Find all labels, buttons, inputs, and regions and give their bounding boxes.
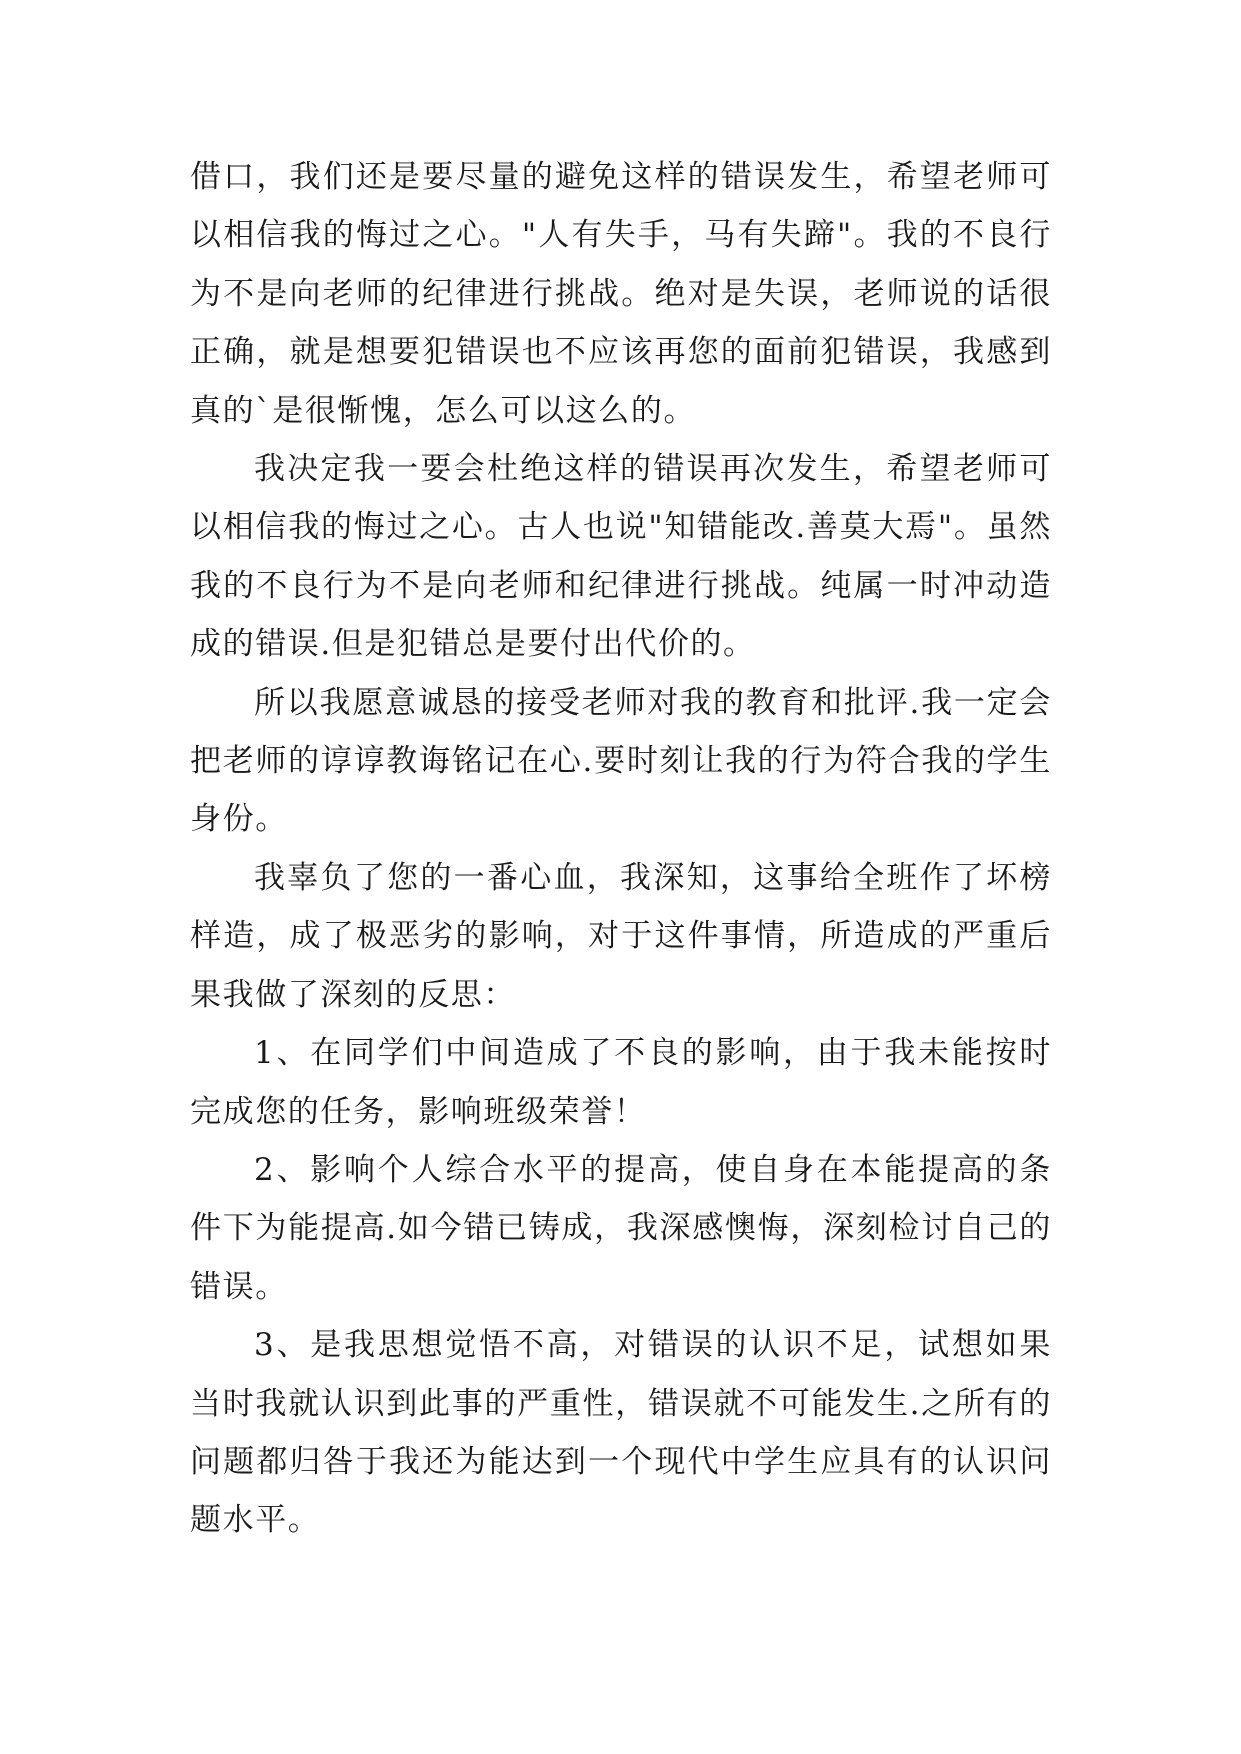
paragraph-1: 借口，我们还是要尽量的避免这样的错误发生，希望老师可以相信我的悔过之心。"人有失手，马有失蹄"。我的不良行为不是向老师的纪律进行挑战。绝对是失误，老师说的话很正确，就是想要犯错误也不应该再您的面前犯错误，我感到真的`是很惭愧，怎么可以这么的。 xyxy=(190,159,1052,429)
list-item-3: 3、是我思想觉悟不高，对错误的认识不足，试想如果当时我就认识到此事的严重性，错误就不可能发生.之所有的问题都归咎于我还为能达到一个现代中学生应具有的认识问题水平。 xyxy=(190,1327,1052,1539)
paragraph-3: 所以我愿意诚恳的接受老师对我的教育和批评.我一定会把老师的谆谆教诲铭记在心.要时刻让我的行为符合我的学生身份。 xyxy=(190,684,1052,838)
paragraph-4: 我辜负了您的一番心血，我深知，这事给全班作了坏榜样造，成了极恶劣的影响，对于这件事情，所造成的严重后果我做了深刻的反思： xyxy=(190,859,1052,1013)
paragraph-2: 我决定我一要会杜绝这样的错误再次发生，希望老师可以相信我的悔过之心。古人也说"知错能改.善莫大焉"。虽然我的不良行为不是向老师和纪律进行挑战。纯属一时冲动造成的错误.但是犯错总是要付出代价的。 xyxy=(190,451,1052,663)
list-item-1: 1、在同学们中间造成了不良的影响，由于我未能按时完成您的任务，影响班级荣誉！ xyxy=(190,1035,1052,1130)
document-body xyxy=(190,148,1052,1550)
list-item-2: 2、影响个人综合水平的提高，使自身在本能提高的条件下为能提高.如今错已铸成，我深感懊悔，深刻检讨自己的错误。 xyxy=(190,1151,1052,1305)
